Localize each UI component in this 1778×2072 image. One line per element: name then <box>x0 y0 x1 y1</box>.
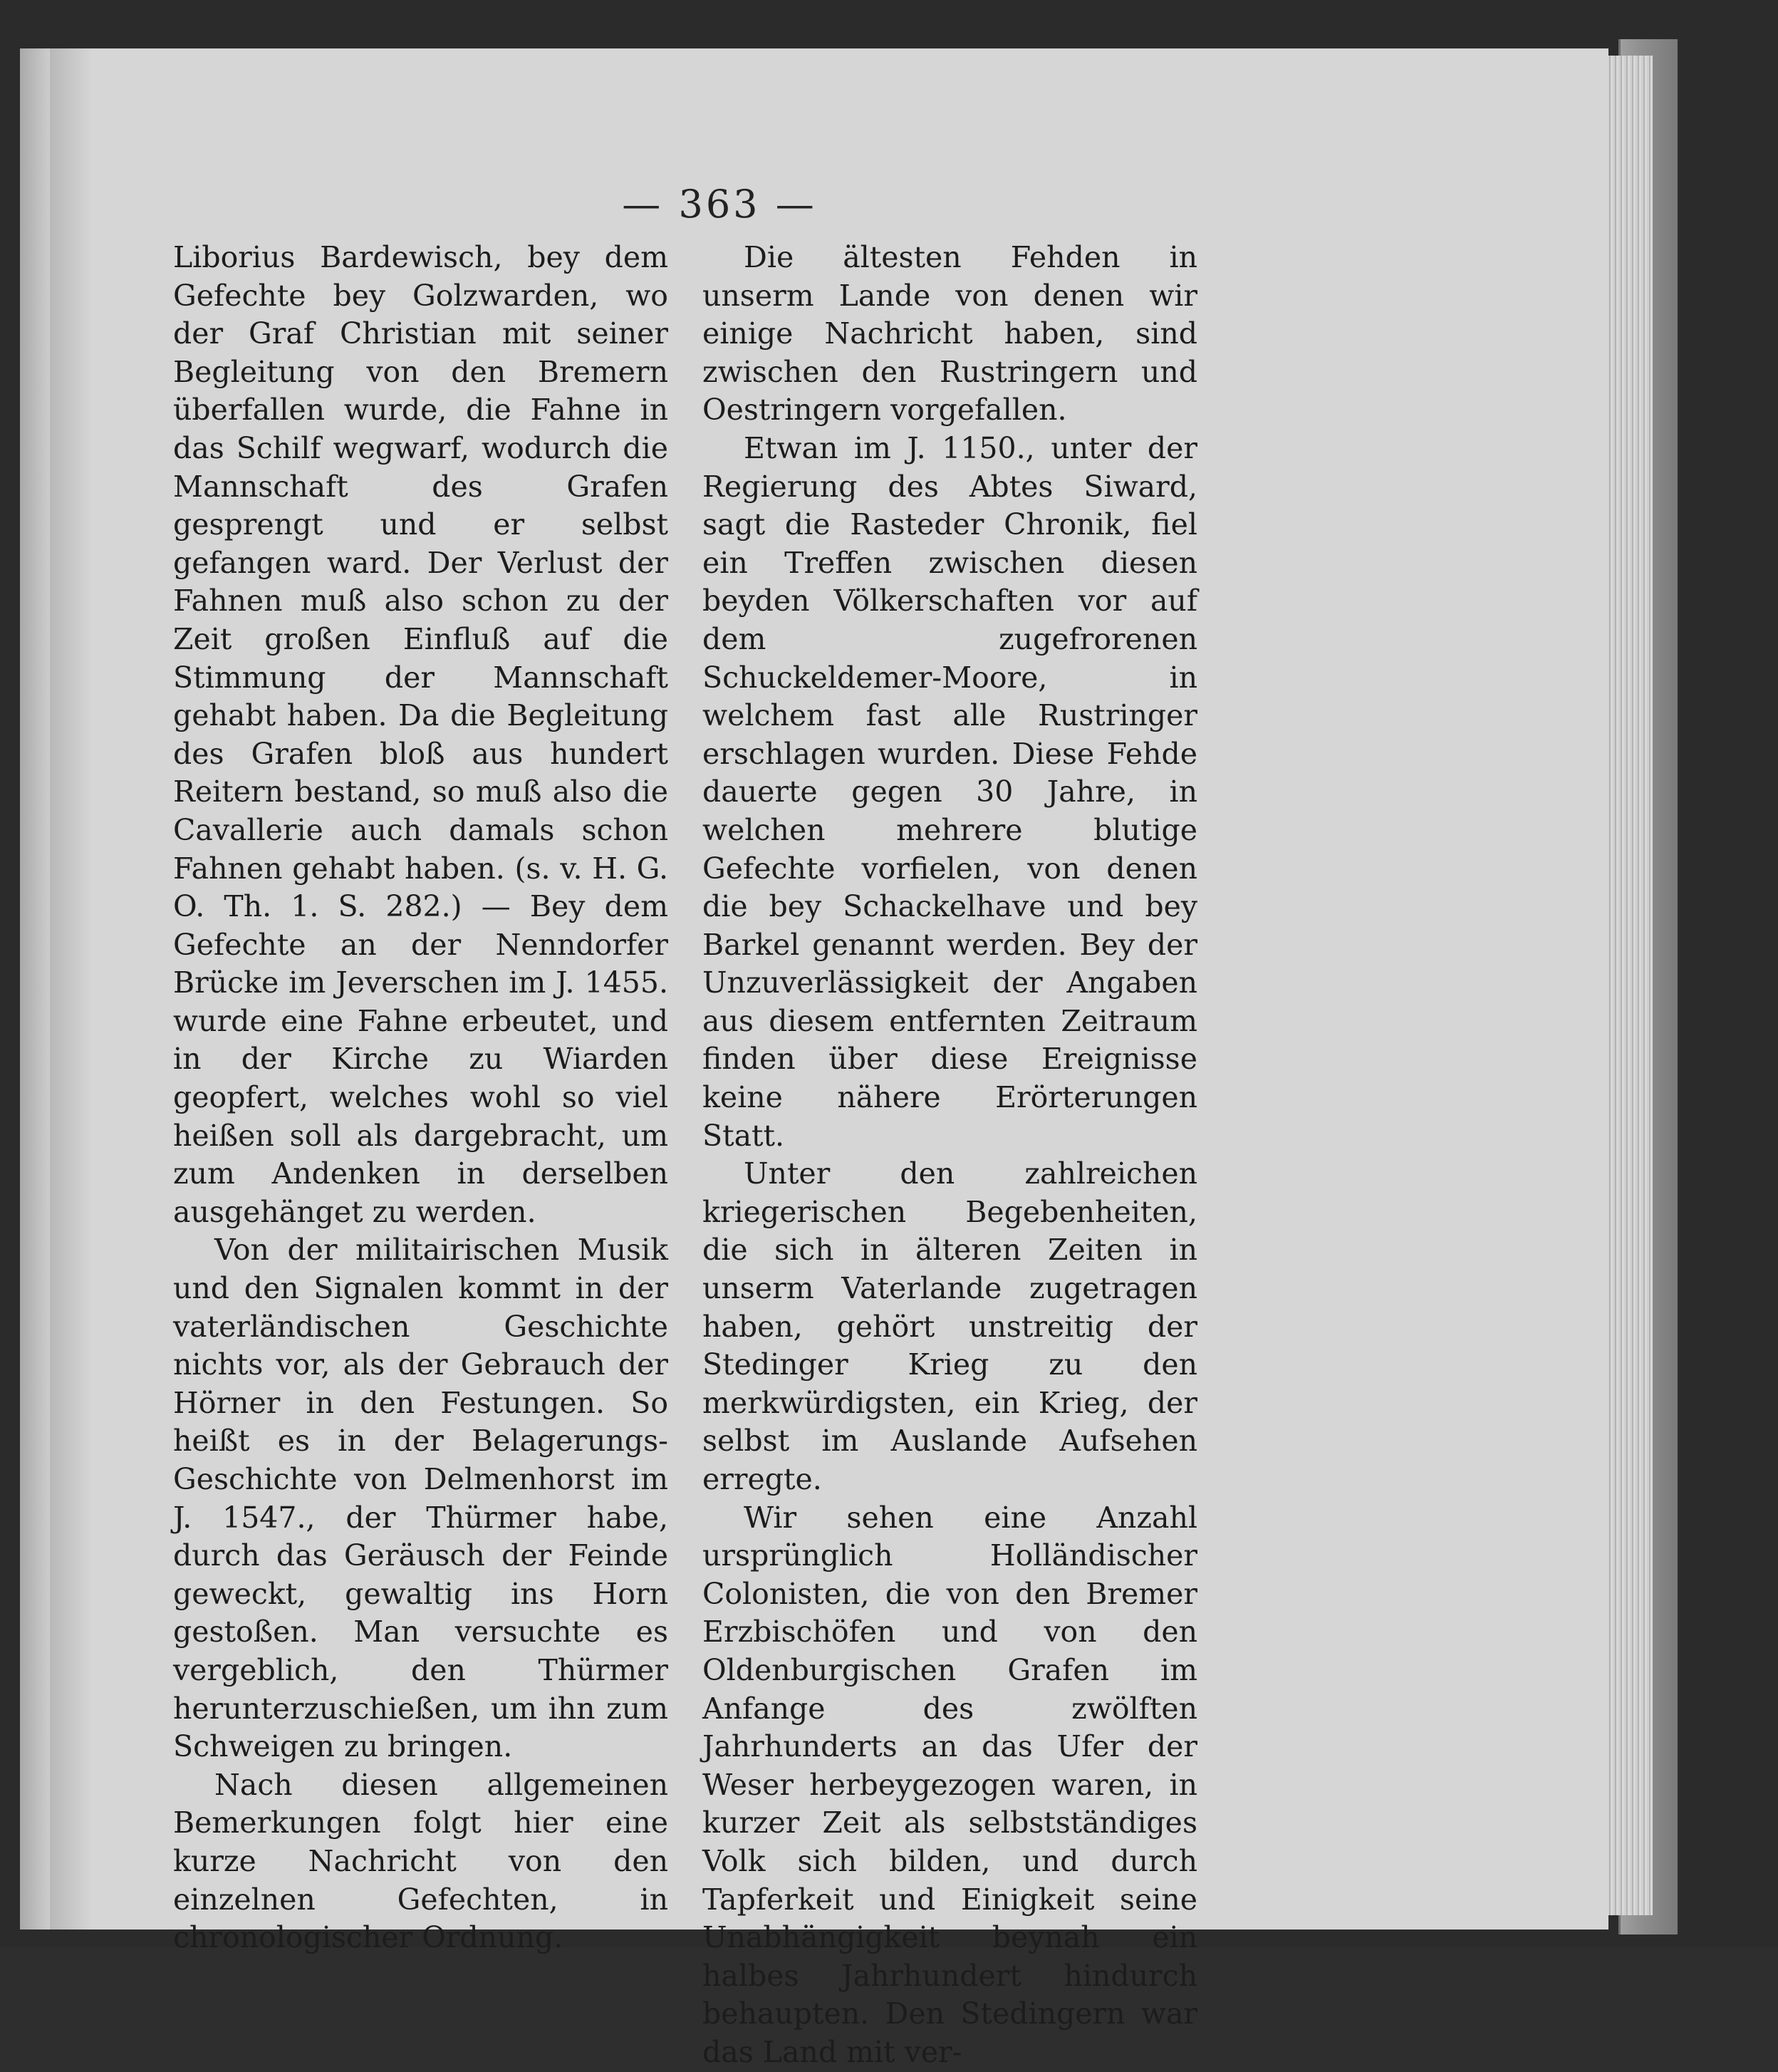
paragraph: Unter den zahlreichen kriegerischen Begebenheiten, die sich in älteren Zeiten in unserm Vaterlande zugetragen haben, gehört unstreitig der Stedinger Krieg zu den merkwürdigsten, ein Krieg, der selbst im Auslande Aufsehen erregte. <box>702 1156 1197 1496</box>
page-number: — 363 — <box>622 182 817 227</box>
paragraph: Etwan im J. 1150., unter der Regierung des Abtes Siward, sagt die Rasteder Chronik, fiel ein Treffen zwischen diesen beyden Völkerschaften vor auf dem zugefrorenen Schuckeldemer-Moore, in welchem fast alle Rustringer erschlagen wurden. Diese Fehde dauerte gegen 30 Jahre, in welchen mehrere blutige Gefechte vorfielen, von denen die bey Schackelhave und bey Barkel genannt werden. Bey der Unzuverlässigkeit der Angaben aus diesem entfernten Zeitraum finden über diese Ereignisse keine nähere Erörterungen Statt. <box>702 430 1197 1153</box>
paragraph: Nach diesen allgemeinen Bemerkungen folgt hier eine kurze Nachricht von den einzelnen Gefechten, in chronologischer Ordnung. <box>173 1767 668 1955</box>
left-text-column <box>173 239 668 1957</box>
gutter-shadow <box>50 48 93 1929</box>
paragraph: Die ältesten Fehden in unserm Lande von denen wir einige Nachricht haben, sind zwischen den Rustringern und Oestringern vorgefallen. <box>702 240 1197 428</box>
paragraph: Liborius Bardewisch, bey dem Gefechte bey Golzwarden, wo der Graf Christian mit seiner Begleitung von den Bremern überfallen wurde, die Fahne in das Schilf wegwarf, wodurch die Mannschaft des Grafen gesprengt und er selbst gefangen ward. Der Verlust der Fahnen muß also schon zu der Zeit großen Einfluß auf die Stimmung der Mannschaft gehabt haben. Da die Begleitung des Grafen bloß aus hundert Reitern bestand, so muß also die Cavallerie auch damals schon Fahnen gehabt haben. (s. v. H. G. O. Th. 1. S. 282.) — Bey dem Gefechte an der Nenndorfer Brücke im Jeverschen im J. 1455. wurde eine Fahne erbeutet, und in der Kirche zu Wiarden geopfert, welches wohl so viel heißen soll als dargebracht, um zum Andenken in derselben ausgehänget zu werden. <box>173 240 668 1229</box>
previous-page-edge <box>20 48 50 1929</box>
right-text-column <box>702 239 1197 2072</box>
paragraph: Von der militairischen Musik und den Signalen kommt in der vaterländischen Geschichte nichts vor, als der Gebrauch der Hörner in den Festungen. So heißt es in der Belagerungs-Geschichte von Delmenhorst im J. 1547., der Thürmer habe, durch das Geräusch der Feinde geweckt, gewaltig ins Horn gestoßen. Man versuchte es vergeblich, den Thürmer herunterzuschießen, um ihn zum Schweigen zu bringen. <box>173 1233 668 1764</box>
paragraph: Wir sehen eine Anzahl ursprünglich Holländischer Colonisten, die von den Bremer Erzbischöfen und von den Oldenburgischen Grafen im Anfange des zwölften Jahrhunderts an das Ufer der Weser herbeygezogen waren, in kurzer Zeit als selbstständiges Volk sich bilden, und durch Tapferkeit und Einigkeit seine Unabhängigkeit beynah ein halbes Jahrhundert hindurch behaupten. Den Stedingern war das Land mit ver- <box>702 1500 1197 2069</box>
